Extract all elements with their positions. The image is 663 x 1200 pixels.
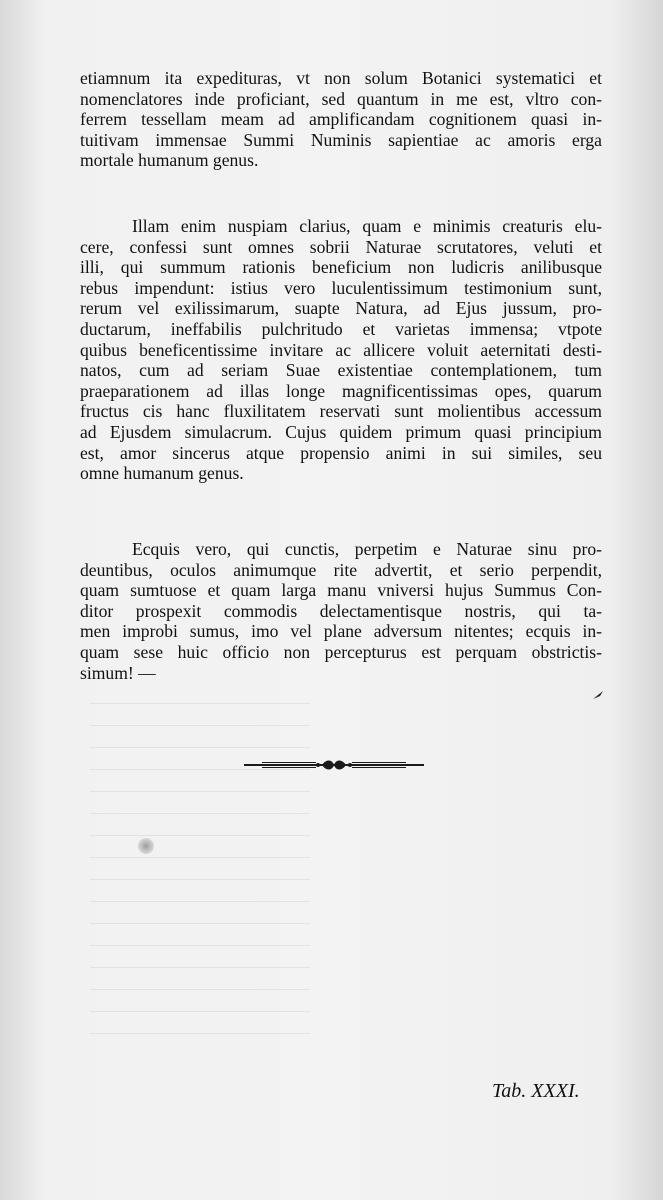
paragraph-line: men improbi sumus, imo vel plane adversum nitentes; ecquis in- xyxy=(80,621,602,642)
paragraph-line: ad Ejusdem simulacrum. Cujus quidem primum quasi principium xyxy=(80,421,602,442)
paragraph-line: quibus beneficentissime invitare ac allicere voluit aeternitati desti- xyxy=(80,339,602,360)
paragraph-line: ductarum, ineffabilis pulchritudo et varietas immensa; vtpote xyxy=(80,318,602,339)
paragraph-line: Ecquis vero, qui cunctis, perpetim e Naturae sinu pro- xyxy=(132,539,602,559)
paragraph-line: quam sumtuose et quam larga manu vniversi hujus Summus Con- xyxy=(80,580,602,601)
paragraph-line: natos, cum ad seriam Suae existentiae contemplationem, tum xyxy=(80,360,602,381)
paragraph-line: Illam enim nuspiam clarius, quam e minimis creaturis elu- xyxy=(132,216,602,236)
paragraph-line: deuntibus, oculos animumque rite advertit, et serio perpendit, xyxy=(80,559,602,580)
paragraph-line: ferrem tessellam meam ad amplificandam cognitionem quasi in- xyxy=(80,109,602,130)
paragraph-3 xyxy=(80,539,602,683)
show-through-text xyxy=(90,690,310,1050)
paragraph-line: omne humanum genus. xyxy=(80,463,244,484)
paragraph-line: etiamnum ita expedituras, vt non solum Botanici systematici et xyxy=(80,68,602,88)
paragraph-line: rebus impendunt: istius vero luculentissimum testimonium sunt, xyxy=(80,277,602,298)
paragraph-line: cere, confessi sunt omnes sobrii Naturae scrutatores, veluti et xyxy=(80,236,602,257)
paragraph-line: mortale humanum genus. xyxy=(80,150,259,171)
ink-mark-icon xyxy=(592,690,604,700)
paragraph-line: quam sese huic officio non percepturus est perquam obstrictis- xyxy=(80,641,602,662)
paper-speck xyxy=(138,838,154,854)
paragraph-line: ditor prospexit commodis delectamentisque nostris, qui ta- xyxy=(80,600,602,621)
paragraph-line: tuitivam immensae Summi Numinis sapientiae ac amoris erga xyxy=(80,129,602,150)
paragraph-line: nomenclatores inde proficiant, sed quantum in me est, vltro con- xyxy=(80,88,602,109)
paragraph-line: simum! — xyxy=(80,662,156,683)
paragraph-1 xyxy=(80,68,602,171)
paragraph-line: fructus cis hanc fluxilitatem reservati sunt molientibus accessum xyxy=(80,401,602,422)
paragraph-line: illi, qui summum rationis beneficium non ludicris anilibusque xyxy=(80,257,602,278)
ornamental-rule-icon xyxy=(244,758,424,772)
paragraph-2 xyxy=(80,216,602,484)
paragraph-line: est, amor sincerus atque propensio animi in sui similes, seu xyxy=(80,442,602,463)
catchword: Tab. XXXI. xyxy=(492,1080,580,1102)
paragraph-line: rerum vel exilissimarum, suapte Natura, ad Ejus jussum, pro- xyxy=(80,298,602,319)
paragraph-line: praeparationem ad illas longe magnificentissimas opes, quarum xyxy=(80,380,602,401)
